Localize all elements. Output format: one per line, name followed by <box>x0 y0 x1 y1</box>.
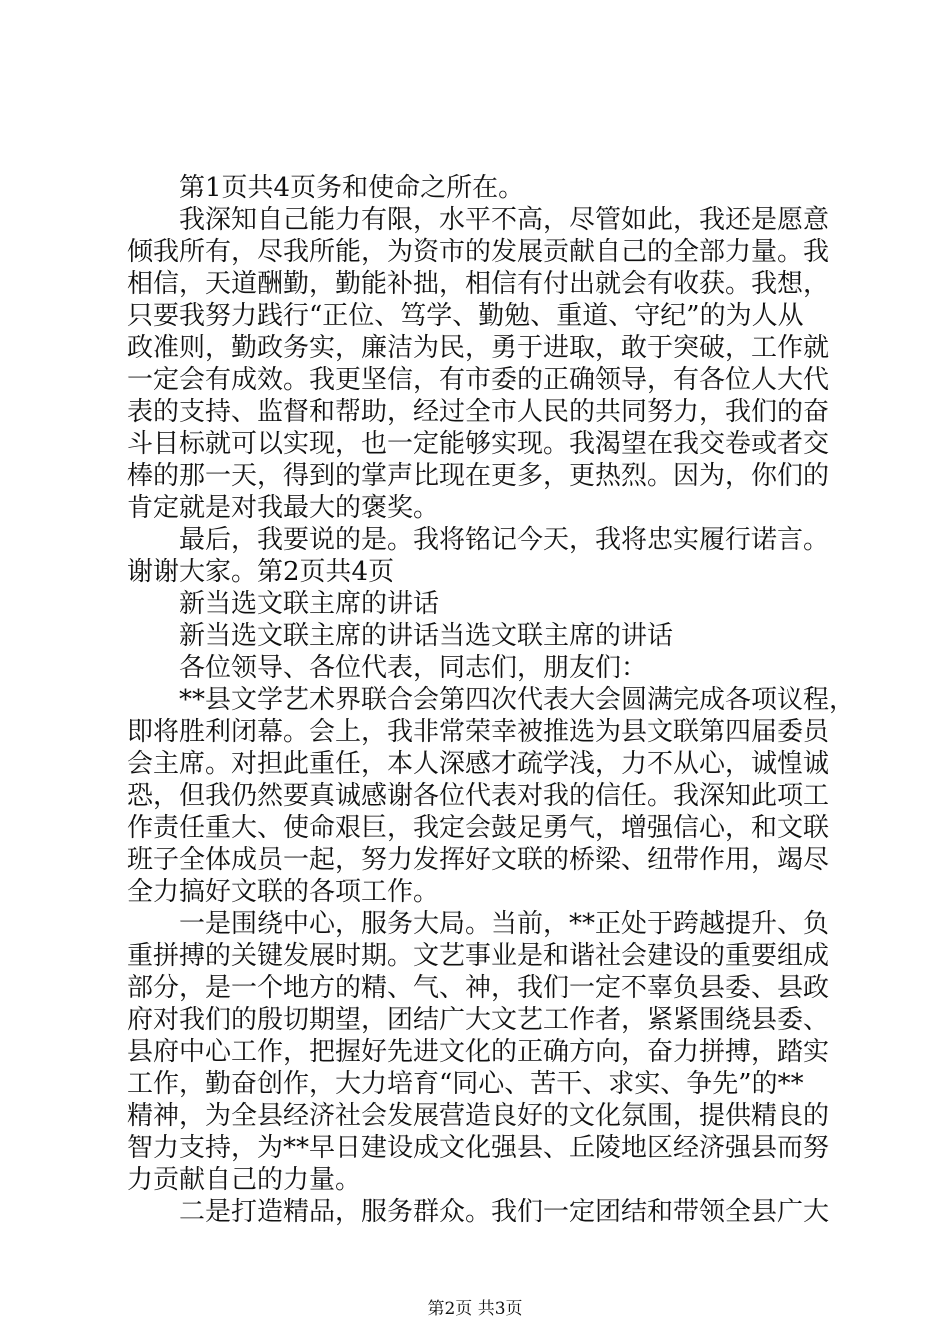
text-line: 会主席。对担此重任，本人深感才疏学浅，力不从心，诚惶诚 <box>127 749 830 779</box>
text-line: 相信，天道酬勤，勤能补拙，相信有付出就会有收获。我想， <box>127 269 830 299</box>
text-line: 一是围绕中心，服务大局。当前，**正处于跨越提升、负 <box>179 909 830 939</box>
text-line: 全力搞好文联的各项工作。 <box>127 877 440 907</box>
text-line: 第1页共4页务和使命之所在。 <box>179 173 525 203</box>
text-line: 只要我努力践行“正位、笃学、勤勉、重道、守纪”的为人从 <box>127 301 804 331</box>
text-line: 我深知自己能力有限，水平不高，尽管如此，我还是愿意 <box>179 205 830 235</box>
text-line: 政准则，勤政务实，廉洁为民，勇于进取，敢于突破，工作就 <box>127 333 830 363</box>
text-line: 表的支持、监督和帮助，经过全市人民的共同努力，我们的奋 <box>127 397 830 427</box>
text-line: 最后，我要说的是。我将铭记今天，我将忠实履行诺言。 <box>179 525 830 555</box>
page-footer <box>0 1298 950 1320</box>
section-subtitle: 新当选文联主席的讲话当选文联主席的讲话 <box>179 621 674 651</box>
text-line: 力贡献自己的力量。 <box>127 1165 362 1195</box>
text-line: 一定会有成效。我更坚信，有市委的正确领导，有各位人大代 <box>127 365 830 395</box>
text-line: 作责任重大、使命艰巨，我定会鼓足勇气，增强信心，和文联 <box>127 813 830 843</box>
text-line: 班子全体成员一起，努力发挥好文联的桥梁、纽带作用，竭尽 <box>127 845 830 875</box>
text-line: 重拼搏的关键发展时期。文艺事业是和谐社会建设的重要组成 <box>127 941 830 971</box>
text-line: 二是打造精品，服务群众。我们一定团结和带领全县广大 <box>179 1197 830 1227</box>
salutation: 各位领导、各位代表，同志们，朋友们： <box>179 653 648 683</box>
text-line: 县府中心工作，把握好先进文化的正确方向，奋力拼搏，踏实 <box>127 1037 830 1067</box>
text-line: **县文学艺术界联合会第四次代表大会圆满完成各项议程， <box>179 685 856 715</box>
text-line: 肯定就是对我最大的褒奖。 <box>127 493 440 523</box>
text-line: 棒的那一天，得到的掌声比现在更多，更热烈。因为，你们的 <box>127 461 830 491</box>
text-line: 即将胜利闭幕。会上，我非常荣幸被推选为县文联第四届委员 <box>127 717 830 747</box>
text-line: 谢谢大家。第2页共4页 <box>127 557 395 587</box>
text-line: 倾我所有，尽我所能，为资市的发展贡献自己的全部力量。我 <box>127 237 830 267</box>
text-line: 智力支持，为**早日建设成文化强县、丘陵地区经济强县而努 <box>127 1133 830 1163</box>
text-line: 府对我们的殷切期望，团结广大文艺工作者，紧紧围绕县委、 <box>127 1005 830 1035</box>
text-line: 精神，为全县经济社会发展营造良好的文化氛围，提供精良的 <box>127 1101 830 1131</box>
page-number: 第2页 共3页 <box>427 1299 523 1319</box>
section-title: 新当选文联主席的讲话 <box>179 589 440 619</box>
text-line: 斗目标就可以实现，也一定能够实现。我渴望在我交卷或者交 <box>127 429 830 459</box>
text-line: 恐，但我仍然要真诚感谢各位代表对我的信任。我深知此项工 <box>127 781 830 811</box>
text-line: 工作，勤奋创作，大力培育“同心、苦干、求实、争先”的** <box>127 1069 804 1099</box>
text-line: 部分，是一个地方的精、气、神，我们一定不辜负县委、县政 <box>127 973 830 1003</box>
